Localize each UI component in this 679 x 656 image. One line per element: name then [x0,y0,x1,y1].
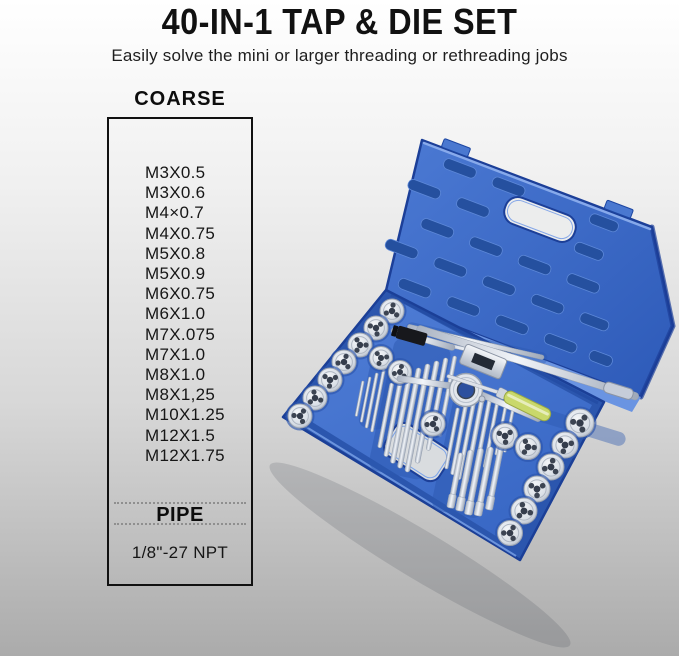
die-stock-screw [479,396,485,402]
page-title: 40-IN-1 TAP & DIE SET [161,1,518,42]
spec-item: M12X1.75 [145,445,225,465]
spec-item: M5X0.8 [145,243,206,263]
die-disc [419,410,448,439]
pipe-section-label: PIPE [156,504,204,526]
pipe-spec-item: 1/8"-27 NPT [131,543,229,562]
spec-item: M12X1.5 [145,425,216,445]
spec-item: M10X1.25 [145,405,225,425]
spec-item: M4×0.7 [145,203,204,223]
coarse-section-label: COARSE [134,88,226,110]
spec-item: M7X1.0 [145,344,206,364]
die-disc [495,518,525,548]
spec-item: M8X1.0 [145,365,206,385]
spec-item: M6X1.0 [145,304,206,324]
die-disc [286,402,315,431]
spec-item: M5X0.9 [145,264,206,284]
spec-item: M3X0.5 [145,163,206,182]
die-disc [513,432,543,462]
spec-item: M7X.075 [145,324,216,344]
spec-item: M6X0.75 [145,284,216,304]
spec-item: M3X0.6 [145,183,206,203]
page-subtitle: Easily solve the mini or larger threading or rethreading jobs [111,46,568,65]
spec-item: M4X0.75 [145,223,216,243]
spec-item: M8X1,25 [145,385,216,405]
